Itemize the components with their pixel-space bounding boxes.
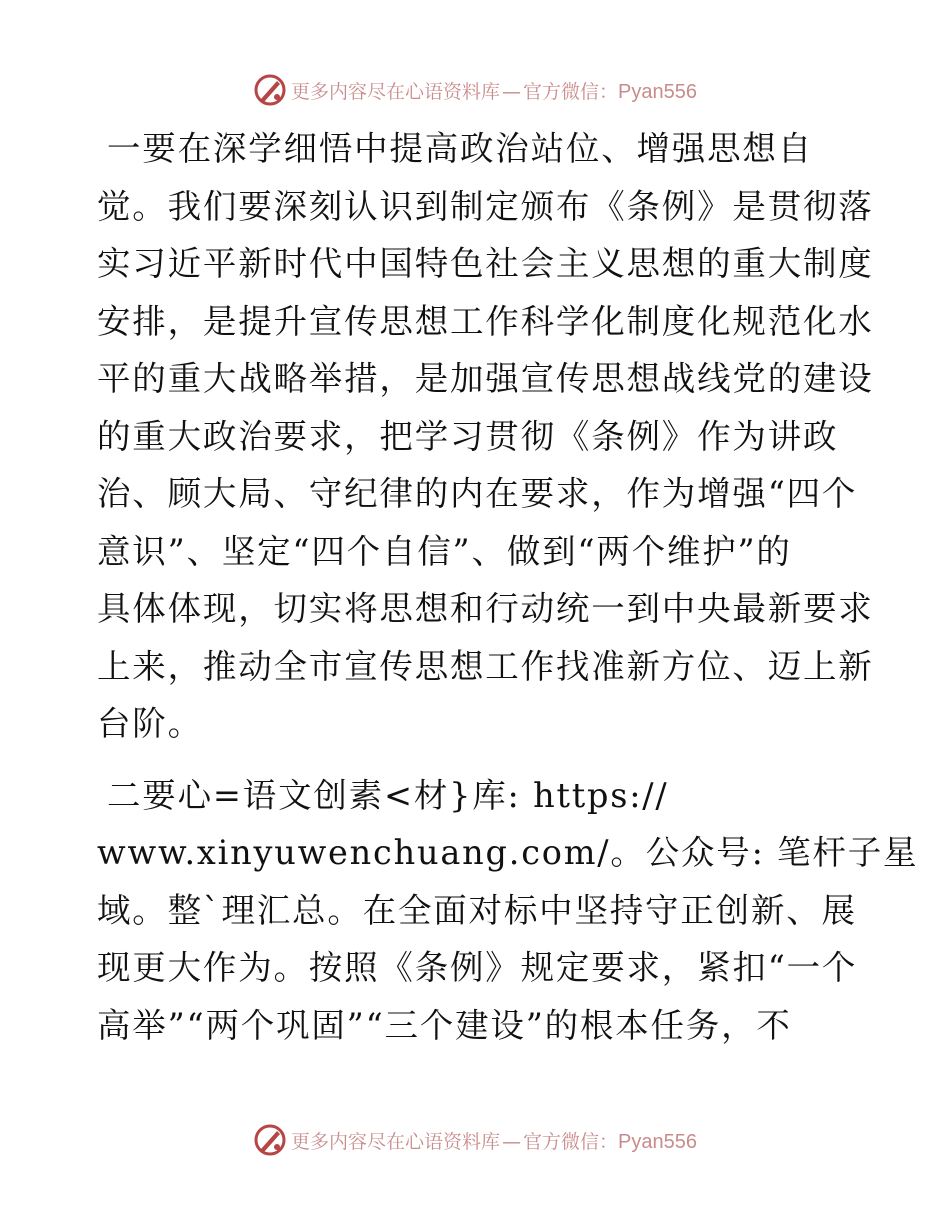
paragraph-line: 实习近平新时代中国特色社会主义思想的重大制度 bbox=[97, 244, 874, 283]
paragraph-line: 具体体现，切实将思想和行动统一到中央最新要求 bbox=[97, 589, 874, 628]
header-banner-text bbox=[291, 77, 697, 104]
paragraph-line: 安排，是提升宣传思想工作科学化制度化规范化水 bbox=[97, 301, 874, 341]
paragraph-line: 意识”、坚定“四个自信”、做到“两个维护”的 bbox=[97, 531, 792, 571]
quill-logo-icon bbox=[253, 1123, 287, 1157]
footer-banner-wechat-label: 官方微信： bbox=[523, 1130, 619, 1153]
paragraph-line: 的重大政治要求，把学习贯彻《条例》作为讲政 bbox=[97, 416, 839, 456]
document-body bbox=[97, 120, 919, 1054]
header-banner-dash: — bbox=[502, 80, 522, 103]
paragraph-line: 现更大作为。按照《条例》规定要求，紧扣“一个 bbox=[97, 948, 858, 987]
paragraph-line: 域。整`理汇总。在全面对标中坚持守正创新、展 bbox=[97, 890, 857, 930]
header-watermark-banner bbox=[0, 70, 950, 110]
footer-banner-handle: Pyan556 bbox=[618, 1130, 697, 1153]
paragraph-line: 台阶。 bbox=[97, 704, 203, 743]
footer-watermark-banner bbox=[0, 1120, 950, 1160]
header-banner-handle: Pyan556 bbox=[618, 80, 697, 103]
paragraph-line: 上来，推动全市宣传思想工作找准新方位、迈上新 bbox=[97, 646, 874, 686]
quill-logo-icon bbox=[253, 73, 287, 107]
paragraph-line: 二要心=语文创素<材}库: https:// bbox=[107, 775, 669, 815]
footer-banner-text bbox=[291, 1127, 697, 1154]
paragraph-2 bbox=[97, 767, 919, 1055]
paragraph-line: 觉。我们要深刻认识到制定颁布《条例》是贯彻落 bbox=[97, 186, 874, 226]
footer-banner-main: 更多内容尽在心语资料库 bbox=[291, 1130, 501, 1153]
header-banner-wechat-label: 官方微信： bbox=[523, 80, 619, 103]
paragraph-line: 一要在深学细悟中提高政治站位、增强思想自 bbox=[107, 129, 813, 168]
paragraph-line: www.xinyuwenchuang.com/。公众号: 笔杆子星 bbox=[97, 833, 919, 872]
paragraph-line: 治、顾大局、守纪律的内在要求，作为增强“四个 bbox=[97, 474, 858, 513]
paragraph-1 bbox=[97, 120, 874, 753]
header-banner-main: 更多内容尽在心语资料库 bbox=[291, 80, 501, 103]
paragraph-line: 高举”“两个巩固”“三个建设”的根本任务，不 bbox=[97, 1005, 792, 1045]
paragraph-line: 平的重大战略举措，是加强宣传思想战线党的建设 bbox=[97, 359, 874, 398]
footer-banner-dash: — bbox=[502, 1130, 522, 1153]
